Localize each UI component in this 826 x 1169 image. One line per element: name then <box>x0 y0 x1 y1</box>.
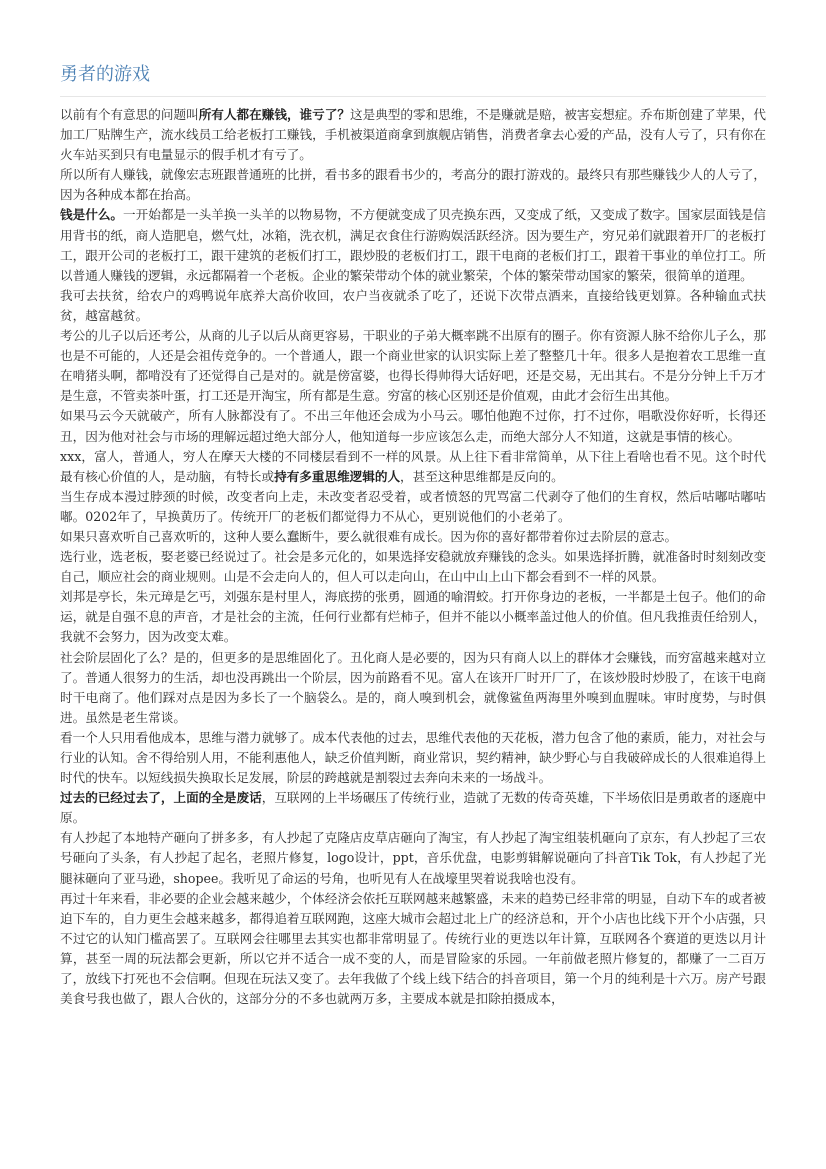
paragraph-9: 如果只喜欢听自己喜欢听的，这种人要么蠢断牛，要么就很难有成长。因为你的喜好都带着你过去阶层的意志。 <box>60 528 678 544</box>
paragraph-2: 所以所有人赚钱，就像宏志班跟普通班的比拼，看书多的跟看书少的，考高分的跟打游戏的。最终只有那些赚钱少人的人亏了，因为各种成本都在抬高。 <box>60 167 766 203</box>
paragraph-5: 考公的儿子以后还考公，从商的儿子以后从商更容易，干职业的子弟大概率跳不出原有的圈子。你有资源人脉不给你儿子么，那也是不可能的，人还是会祖传竞争的。一个普通人，跟一个商业世家的认识实际上差了整整几十年。很多人是抱着农工思维一直在啃猪头啊，都啃没有了还觉得自己是对的。就是傍富婆，也得长得帅得大话好吧，还是交易，无出其右。不是分分钟上千万才是生意，不管卖茶叶蛋，打工还是开淘宝，所有都是生意。穷富的核心区别还是价值观，由此才会衍生出其他。 <box>60 328 766 404</box>
paragraph-7-emphasis: 持有多重思维逻辑的人 <box>274 468 401 484</box>
paragraph-16: 再过十年来看，非必要的企业会越来越少，个体经济会依托互联网越来越繁盛，未来的趋势已经非常的明显，自动下车的或者被迫下车的，自力更生会越来越多，都得追着互联网跑，这座大城市会超过北上广的经济总和，开个小店也比线下开个小店强，只不过它的认知门槛高罢了。互联网会往哪里去其实也都非常明显了。传统行业的更迭以年计算，互联网各个赛道的更迭以月计算，甚至一周的玩法都会更新，所以它并不适合一成不变的人，而是冒险家的乐园。一年前做老照片修复的，都赚了一二百万了，放线下打死也不会信啊。但现在玩法又变了。去年我做了个线上线下结合的抖音项目，第一个月的纯利是十六万。房产号跟美食号我也做了，跟人合伙的，这部分分的不多也就两万多，主要成本就是扣除拍摄成本， <box>60 890 766 1007</box>
paragraph-1-emphasis: 所有人都在赚钱，谁亏了？ <box>198 107 350 122</box>
title-divider <box>60 96 766 97</box>
article-title: 勇者的游戏 <box>60 64 150 85</box>
paragraph-14 <box>60 788 766 828</box>
paragraph-8: 当生存成本漫过脖颈的时候，改变者向上走，未改变者忍受着，或者愤怒的咒骂富二代剥夺了他们的生育权，然后咕嘟咕嘟咕嘟。0202年了，早换黄历了。传统开厂的老板们都觉得力不从心，更别说他们的小老弟了。 <box>60 488 766 524</box>
paragraph-7-lead: xxx，富人，普通人，穷人在摩天大楼的不同楼层看到不一样的风景。从上往下看非常简单，从下往上看啥也看不见。这个时代最有核心价值的人，是动脑，有特长或 <box>60 448 766 484</box>
paragraph-14-emphasis: 过去的已经过去了，上面的全是废话 <box>60 790 262 806</box>
paragraph-7 <box>60 447 766 487</box>
article-body <box>60 105 766 1009</box>
paragraph-11: 刘邦是亭长，朱元璋是乞丐，刘强东是村里人，海底捞的张勇，圆通的喻渭蛟。打开你身边的老板，一半都是土包子。他们的命运，就是自强不息的声音，才是社会的主流，任何行业都有烂柿子，但并不能以小概率盖过他人的价值。但凡我推责任给别人，我就不会努力，因为改变太难。 <box>60 589 766 645</box>
paragraph-15: 有人抄起了本地特产砸向了拼多多，有人抄起了克隆店皮草店砸向了淘宝，有人抄起了淘宝组装机砸向了京东，有人抄起了三农号砸向了头条，有人抄起了起名，老照片修复，logo设计，ppt，音乐优盘，电影剪辑解说砸向了抖音Tik Tok，有人抄起了光腿袜砸向了亚马逊，shopee。我听见了命运的号角，也听见有人在战壕里哭着说我啥也没有。 <box>60 830 766 886</box>
paragraph-1-rest: 这是典型的零和思维，不是赚就是赔，被害妄想症。乔布斯创建了苹果，代加工厂贴牌生产，流水线员工给老板打工赚钱，手机被渠道商拿到旗舰店销售，消费者拿去心爱的产品，没有人亏了，只有你在火车站买到只有电量显示的假手机才有亏了。 <box>60 107 767 163</box>
paragraph-3-rest: 一开始都是一头羊换一头羊的以物易物，不方便就变成了贝壳换东西，又变成了纸，又变成了数字。国家层面钱是信用背书的纸，商人造肥皂，燃气灶，冰箱，洗衣机，满足衣食住行游购娱活跃经济。因为要生产，穷兄弟们就跟着开厂的老板打工，跟开公司的老板打工，跟干建筑的老板们打工，跟炒股的老板们打工，跟干电商的老板们打工，跟着干事业的单位打工。所以普通人赚钱的逻辑，永远都隔着一个老板。企业的繁荣带动个体的就业繁荣，个体的繁荣带动国家的繁荣，很简单的道理。 <box>60 207 767 283</box>
paragraph-6: 如果马云今天就破产，所有人脉都没有了。不出三年他还会成为小马云。哪怕他跑不过你，打不过你，唱歌没你好听，长得还丑，因为他对社会与市场的理解远超过绝大部分人，他知道每一步应该怎么走，而绝大部分人不知道，这就是事情的核心。 <box>60 408 766 444</box>
paragraph-1-lead: 以前有个有意思的问题叫 <box>60 107 199 122</box>
paragraph-7-rest: ，甚至这种思维都是反向的。 <box>400 468 564 484</box>
paragraph-14-rest: ，互联网的上半场碾压了传统行业，造就了无数的传奇英雄，下半场依旧是勇敢者的逐鹿中原。 <box>60 790 767 826</box>
paragraph-12: 社会阶层固化了么？是的，但更多的是思维固化了。丑化商人是必要的，因为只有商人以上的群体才会赚钱，而穷富越来越对立了。普通人很努力的生活，却也没再跳出一个阶层，因为前路看不见。富人在该开厂时开厂了，在该炒股时炒股了，在该干电商时干电商了。他们踩对点是因为多长了一个脑袋么。是的，商人嗅到机会，就像鲨鱼两海里外嗅到血腥味。审时度势，与时俱进。虽然是老生常谈。 <box>60 649 766 725</box>
paragraph-3-emphasis: 钱是什么。 <box>60 207 124 223</box>
paragraph-3 <box>60 205 766 285</box>
paragraph-13: 看一个人只用看他成本，思维与潜力就够了。成本代表他的过去，思维代表他的天花板，潜力包含了他的素质，能力，对社会与行业的认知。舍不得给别人用，不能利惠他人，缺乏价值判断，商业常识，契约精神，缺少野心与自我破碎成长的人很难追得上时代的快车。以短线损失换取长足发展，阶层的跨越就是割裂过去奔向未来的一场战斗。 <box>60 729 766 786</box>
paragraph-10: 选行业，选老板，娶老婆已经说过了。社会是多元化的，如果选择安稳就放弃赚钱的念头。如果选择折腾，就准备时时刻刻改变自己，顺应社会的商业规则。山是不会走向人的，但人可以走向山，在山中山上山下都会看到不一样的风景。 <box>60 549 766 585</box>
paragraph-4: 我可去扶贫，给农户的鸡鸭说年底养大高价收回，农户当夜就杀了吃了，还说下次带点酒来，直接给钱更划算。各种输血式扶贫，越富越贫。 <box>60 287 766 323</box>
paragraph-1 <box>60 105 766 165</box>
